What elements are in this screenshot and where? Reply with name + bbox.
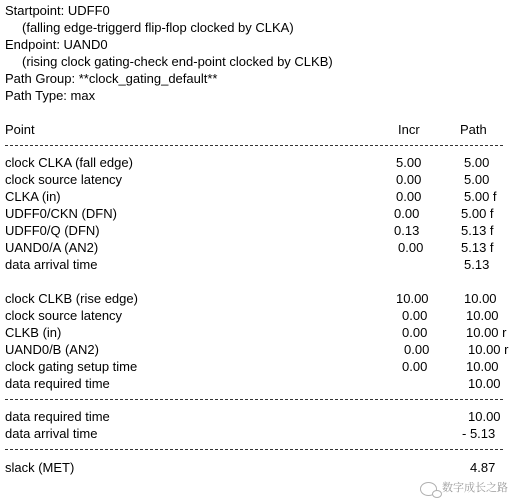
table-row: [0, 188, 518, 205]
row-path: 10.00: [468, 376, 501, 391]
row-point: data required time: [5, 376, 110, 391]
column-incr: Incr: [398, 122, 420, 137]
table-row: [0, 205, 518, 222]
slack-value: 4.87: [470, 460, 496, 475]
row-point: CLKA (in): [5, 189, 61, 204]
watermark: [420, 480, 508, 497]
slack-label: slack (MET): [5, 460, 75, 475]
table-row: [0, 375, 518, 392]
row-point: UAND0/A (AN2): [5, 240, 99, 255]
row-path: 10.00: [468, 409, 501, 424]
row-incr: 0.00: [396, 189, 422, 204]
row-path: 10.00: [466, 308, 499, 323]
table-row: [0, 307, 518, 324]
row-path: - 5.13: [462, 426, 496, 441]
row-point: CLKB (in): [5, 325, 62, 340]
row-path: 5.13 f: [461, 223, 494, 238]
row-path: 10.00 r: [466, 325, 507, 340]
row-point: clock gating setup time: [5, 359, 138, 374]
row-point: clock source latency: [5, 308, 123, 323]
row-incr: 0.00: [402, 325, 428, 340]
table-row: [0, 358, 518, 375]
divider-top: [5, 145, 503, 146]
endpoint-line: Endpoint: UAND0: [5, 37, 108, 52]
row-point: data required time: [5, 409, 110, 424]
row-point: UDFF0/CKN (DFN): [5, 206, 117, 221]
row-incr: 0.00: [394, 206, 420, 221]
row-incr: 0.00: [402, 359, 428, 374]
wechat-icon: [420, 482, 437, 496]
row-incr: 0.00: [404, 342, 430, 357]
table-row: [0, 222, 518, 239]
row-point: UAND0/B (AN2): [5, 342, 99, 357]
watermark-text: 数字成长之路: [442, 482, 508, 494]
table-row: [0, 290, 518, 307]
row-path: 5.00: [464, 172, 490, 187]
row-point: clock CLKA (fall edge): [5, 155, 133, 170]
row-incr: 0.00: [402, 308, 428, 323]
row-path: 5.13 f: [461, 240, 494, 255]
row-path: 5.00 f: [464, 189, 497, 204]
table-row: [0, 239, 518, 256]
startpoint-note: (falling edge-triggerd flip-flop clocked by CLKA): [22, 20, 294, 35]
endpoint-note: (rising clock gating-check end-point clocked by CLKB): [22, 54, 333, 69]
table-row: [0, 154, 518, 171]
row-path: 10.00: [466, 359, 499, 374]
row-path: 5.00: [464, 155, 490, 170]
row-point: data arrival time: [5, 426, 98, 441]
row-incr: 0.00: [398, 240, 424, 255]
path-type-line: Path Type: max: [5, 88, 96, 103]
row-path: 5.00 f: [461, 206, 494, 221]
path-group-line: Path Group: **clock_gating_default**: [5, 71, 218, 86]
row-path: 5.13: [464, 257, 490, 272]
table-row: [0, 408, 518, 425]
column-point: Point: [5, 122, 35, 137]
table-row: [0, 341, 518, 358]
divider-bottom: [5, 449, 503, 450]
table-row: [0, 324, 518, 341]
column-header-row: [0, 121, 518, 138]
row-path: 10.00 r: [468, 342, 509, 357]
divider-middle: [5, 399, 503, 400]
row-incr: 5.00: [396, 155, 422, 170]
column-path: Path: [460, 122, 487, 137]
startpoint-line: Startpoint: UDFF0: [5, 3, 110, 18]
row-point: clock source latency: [5, 172, 123, 187]
row-incr: 0.13: [394, 223, 420, 238]
row-incr: 10.00: [396, 291, 429, 306]
row-path: 10.00: [464, 291, 497, 306]
row-incr: 0.00: [396, 172, 422, 187]
table-row: [0, 425, 518, 442]
slack-row: [0, 459, 518, 476]
row-point: data arrival time: [5, 257, 98, 272]
table-row: [0, 256, 518, 273]
row-point: clock CLKB (rise edge): [5, 291, 138, 306]
row-point: UDFF0/Q (DFN): [5, 223, 100, 238]
table-row: [0, 171, 518, 188]
